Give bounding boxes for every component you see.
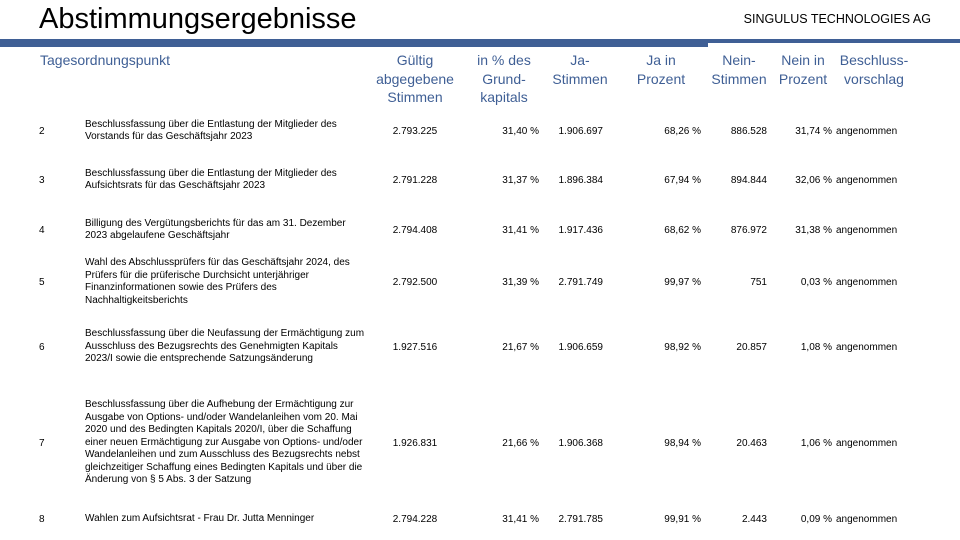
row-yes-votes: 1.906.659 [558,341,603,353]
row-pct-capital: 31,41 % [502,224,539,236]
table-row [0,511,960,527]
row-valid-votes: 1.927.516 [392,341,438,353]
row-pct-capital: 31,37 % [502,174,539,186]
table-row [0,388,960,498]
row-valid-votes: 2.792.500 [392,276,438,288]
row-result: angenommen [836,125,898,137]
row-yes-votes: 1.896.384 [558,174,603,186]
row-pct-capital: 21,67 % [502,341,539,353]
row-description: Billigung des Vergütungsberichts für das am 31. Dezember 2023 abgelaufene Geschäftsjahr [85,217,346,241]
row-yes-votes: 2.791.785 [558,513,603,525]
row-valid-votes: 2.794.408 [392,224,438,236]
row-result: angenommen [836,341,898,353]
header-yes-percent: Ja in Prozent [636,52,686,87]
table-row [0,215,960,245]
row-result: angenommen [836,224,898,236]
row-yes-votes: 1.906.368 [558,437,603,449]
row-pct-capital: 31,41 % [502,513,539,525]
row-result: angenommen [836,437,898,449]
row-description: Beschlussfassung über die Entlastung der Mitglieder des Aufsichtsrats für das Geschäftsjahr 2023 [85,167,337,191]
table-row [0,117,960,145]
row-valid-votes: 1.926.831 [392,437,438,449]
row-no-percent: 1,06 % [800,437,832,449]
row-no-votes: 886.528 [730,125,767,137]
row-yes-percent: 99,97 % [664,276,701,288]
row-no-percent: 0,09 % [800,513,832,525]
row-number: 8 [39,513,45,525]
row-no-votes: 2.443 [741,513,767,525]
row-no-votes: 20.463 [736,437,767,449]
row-no-percent: 0,03 % [800,276,832,288]
row-no-votes: 876.972 [730,224,767,236]
row-valid-votes: 2.791.228 [392,174,438,186]
row-result: angenommen [836,276,898,288]
header-no-votes: Nein-Stimmen [711,52,767,87]
row-number: 6 [39,341,45,353]
table-row [0,255,960,309]
table-row [0,166,960,194]
row-yes-votes: 1.906.697 [558,125,603,137]
row-valid-votes: 2.793.225 [392,125,438,137]
header-divider-bar [0,39,708,47]
row-number: 3 [39,174,45,186]
row-yes-votes: 2.791.749 [558,276,603,288]
row-no-votes: 751 [750,276,767,288]
header-pct-capital: in % des Grund-kapitals [477,52,531,105]
row-valid-votes: 2.794.228 [392,513,438,525]
row-number: 5 [39,276,45,288]
row-yes-percent: 99,91 % [664,513,701,525]
row-number: 4 [39,224,45,236]
company-name: SINGULUS TECHNOLOGIES AG [743,12,931,26]
header-agenda-item: Tagesordnungspunkt [40,52,170,68]
row-no-votes: 894.844 [730,174,767,186]
row-yes-percent: 68,26 % [664,125,701,137]
header-no-percent: Nein in Prozent [778,52,828,87]
row-no-percent: 1,08 % [800,341,832,353]
row-yes-votes: 1.917.436 [558,224,603,236]
row-yes-percent: 98,94 % [664,437,701,449]
row-no-percent: 32,06 % [795,174,832,186]
row-pct-capital: 31,39 % [502,276,539,288]
header-divider-thin [708,39,960,43]
row-no-votes: 20.857 [736,341,767,353]
row-no-percent: 31,38 % [795,224,832,236]
row-yes-percent: 98,92 % [664,341,701,353]
row-pct-capital: 21,66 % [502,437,539,449]
header-proposal: Beschluss-vorschlag [839,52,909,87]
row-yes-percent: 68,62 % [664,224,701,236]
header-yes-votes: Ja-Stimmen [552,52,608,87]
row-description: Wahlen zum Aufsichtsrat - Frau Dr. Jutta Menninger [85,512,315,524]
row-pct-capital: 31,40 % [502,125,539,137]
row-yes-percent: 67,94 % [664,174,701,186]
page-title: Abstimmungsergebnisse [39,3,357,35]
row-no-percent: 31,74 % [795,125,832,137]
row-number: 2 [39,125,45,137]
row-description: Wahl des Abschlussprüfers für das Geschäftsjahr 2024, des Prüfers für die prüferische Durchsicht unterjähriger Finanzinformationen sowie des Prüfers des Nachhaltigkeitsberichts [85,257,350,306]
row-description: Beschlussfassung über die Aufhebung der Ermächtigung zur Ausgabe von Options- und/oder Wandelanleihen vom 20. Mai 2020 und des Bedingten Kapitals 2020/I, über die Schaffung einer neuen Ermächtigung zur Ausgabe von Options- und/oder Wandelanleihen und zum Ausschluss des Bezugsrechts nebst gleichzeitiger Schaffung eines Bedingten Kapitals und über die Änderung von § 5 Abs. 3 der Satzung [85,399,363,486]
table-row [0,320,960,374]
row-description: Beschlussfassung über die Neufassung der Ermächtigung zum Ausschluss des Bezugsrechts des Genehmigten Kapitals 2023/I sowie die entsprechende Satzungsänderung [85,328,365,365]
row-result: angenommen [836,513,898,525]
header-valid-votes: Gültig abgegebene Stimmen [376,52,454,105]
row-result: angenommen [836,174,898,186]
row-description: Beschlussfassung über die Entlastung der Mitglieder des Vorstands für das Geschäftsjahr 2023 [85,118,337,142]
row-number: 7 [39,437,45,449]
